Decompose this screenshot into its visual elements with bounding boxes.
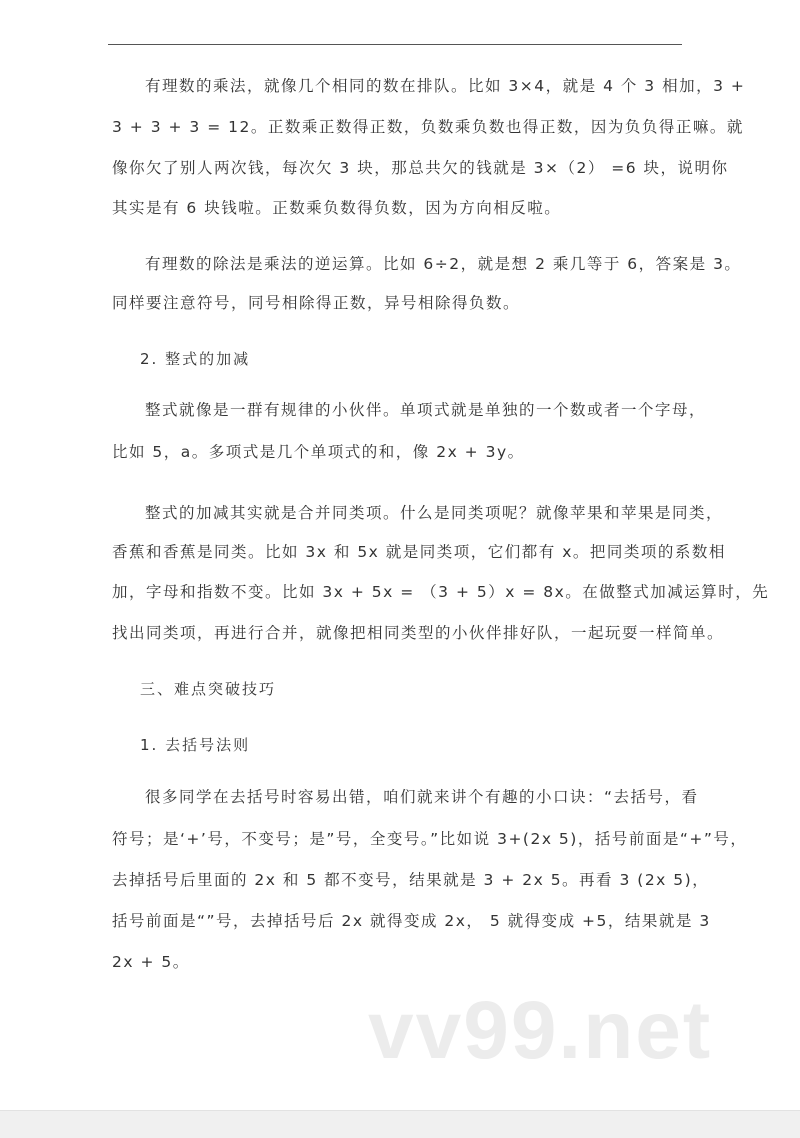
paragraph-line: 很多同学在去括号时容易出错，咱们就来讲个有趣的小口诀：“去括号，看 (145, 788, 699, 806)
paragraph-line: 有理数的乘法，就像几个相同的数在排队。比如 3×4，就是 4 个 3 相加，3 + (145, 77, 746, 95)
paragraph-line: 加，字母和指数不变。比如 3x + 5x = （3 + 5）x = 8x。在做整式加减运算时，先 (112, 583, 770, 601)
paragraph-line: 找出同类项，再进行合并，就像把相同类型的小伙伴排好队，一起玩耍一样简单。 (112, 624, 725, 642)
paragraph-line: 比如 5，a。多项式是几个单项式的和，像 2x + 3y。 (112, 443, 525, 461)
paragraph-line: 2x + 5。 (112, 953, 190, 971)
paragraph-line: 符号；是‘+’号，不变号；是”号，全变号。”比如说 3+(2x 5)，括号前面是“+”号， (112, 830, 748, 848)
paragraph-line: 3 + 3 + 3 = 12。正数乘正数得正数，负数乘负数也得正数，因为负负得正嘛。就 (112, 118, 744, 136)
section-heading: 2. 整式的加减 (140, 350, 251, 368)
paragraph-line: 去掉括号后里面的 2x 和 5 都不变号，结果就是 3 + 2x 5。再看 3 (2x 5)， (112, 871, 710, 889)
header-rule (108, 44, 682, 45)
page-bottom-edge (0, 1110, 800, 1138)
paragraph-line: 整式就像是一群有规律的小伙伴。单项式就是单独的一个数或者一个字母， (145, 401, 707, 419)
paragraph-line: 整式的加减其实就是合并同类项。什么是同类项呢？就像苹果和苹果是同类， (145, 504, 724, 522)
paragraph-line: 其实是有 6 块钱啦。正数乘负数得负数，因为方向相反啦。 (112, 199, 562, 217)
paragraph-line: 像你欠了别人两次钱，每次欠 3 块，那总共欠的钱就是 3×（2） =6 块，说明你 (112, 159, 729, 177)
paragraph-line: 有理数的除法是乘法的逆运算。比如 6÷2，就是想 2 乘几等于 6，答案是 3。 (145, 255, 742, 273)
watermark: vv99.net (368, 985, 713, 1076)
paragraph-line: 同样要注意符号，同号相除得正数，异号相除得负数。 (112, 294, 521, 312)
section-heading: 三、难点突破技巧 (140, 680, 277, 698)
paragraph-line: 括号前面是“”号，去掉括号后 2x 就得变成 2x， 5 就得变成 +5，结果就是 3 (112, 912, 711, 930)
paragraph-line: 香蕉和香蕉是同类。比如 3x 和 5x 就是同类项，它们都有 x。把同类项的系数相 (112, 543, 726, 561)
subsection-heading: 1. 去括号法则 (140, 736, 251, 754)
